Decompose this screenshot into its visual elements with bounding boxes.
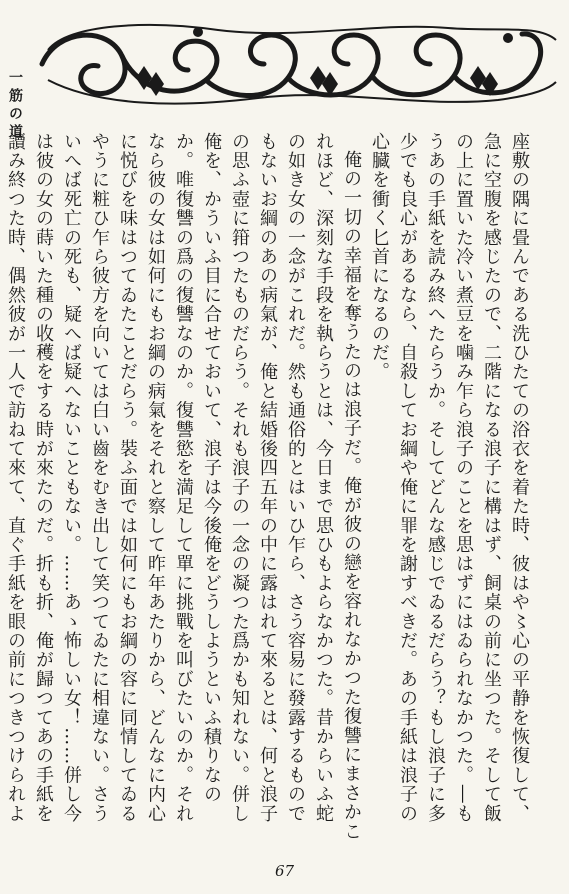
paragraph: 座敷の隅に畳んである洗ひたての浴衣を着た時、彼はや〻心の平静を恢復して、急に空腹を感じたので、二階になる浪子に構はず、飼桌の前に坐つた。そして飯の上に置いた冷い煮豆を噛み乍ら浪子のことを思はずにはゐられなかつた。―もうあの手紙を読み終へたらうか。そしてどんな感じでゐるだらう？もし浪子に多少でも良心があるなら、自殺してお綱や俺に罪を謝すべきだ。あの手紙は浪子の心臓を衝く匕首になるのだ。	[369, 132, 530, 824]
decorative-header-ornament	[38, 20, 560, 108]
vertical-body-text	[5, 132, 533, 842]
paragraph: 俺の一切の幸福を奪うたのは浪子だ。俺が彼の戀を容れなかつた復讐にまさかこれほど、深刻な手段を執らうとは、今日まで思ひもよらなかつた。昔からいふ蛇の如き女の一念がこれだ。然も通俗的とはいひ乍ら、さう容易に發露するものでもないお綱のあの病氣が、俺と結婚後四五年の中に露はれて來るとは、何と浪子の思ふ壺に箝つたものだらう。それも浪子の一念の凝つた爲かも知れない。併し俺を、かういふ目に合せておいて、浪子は今後俺をどうしようといふ積りなのか。唯復讐の爲の復讐なのか。復讐慾を満足して單に挑戰を叫びたいのか。それなら彼の女は如何にもお綱の病氣をそれと察して昨年あたりから、どんなに内心に悦びを味はつてゐたことだらう。裝ふ面では如何にもお綱の容に同情してゐるやうに粧ひ乍ら彼方を向いては白い齒をむき出して笑つてゐたに相違ない。さういへば死亡の死も、疑へば疑へないこともない。……あゝ怖しい女！……併し今は彼の女の蒔いた種の收穫をする時が來たのだ。折も折、俺が歸つてあの手紙を讀み終つた時、偶然彼が一人で訪ねて來て、直ぐ手紙を眼の前につきつけられよ	[5, 132, 362, 842]
running-head: 一筋の道	[7, 70, 23, 142]
page-number: 67	[274, 862, 295, 880]
